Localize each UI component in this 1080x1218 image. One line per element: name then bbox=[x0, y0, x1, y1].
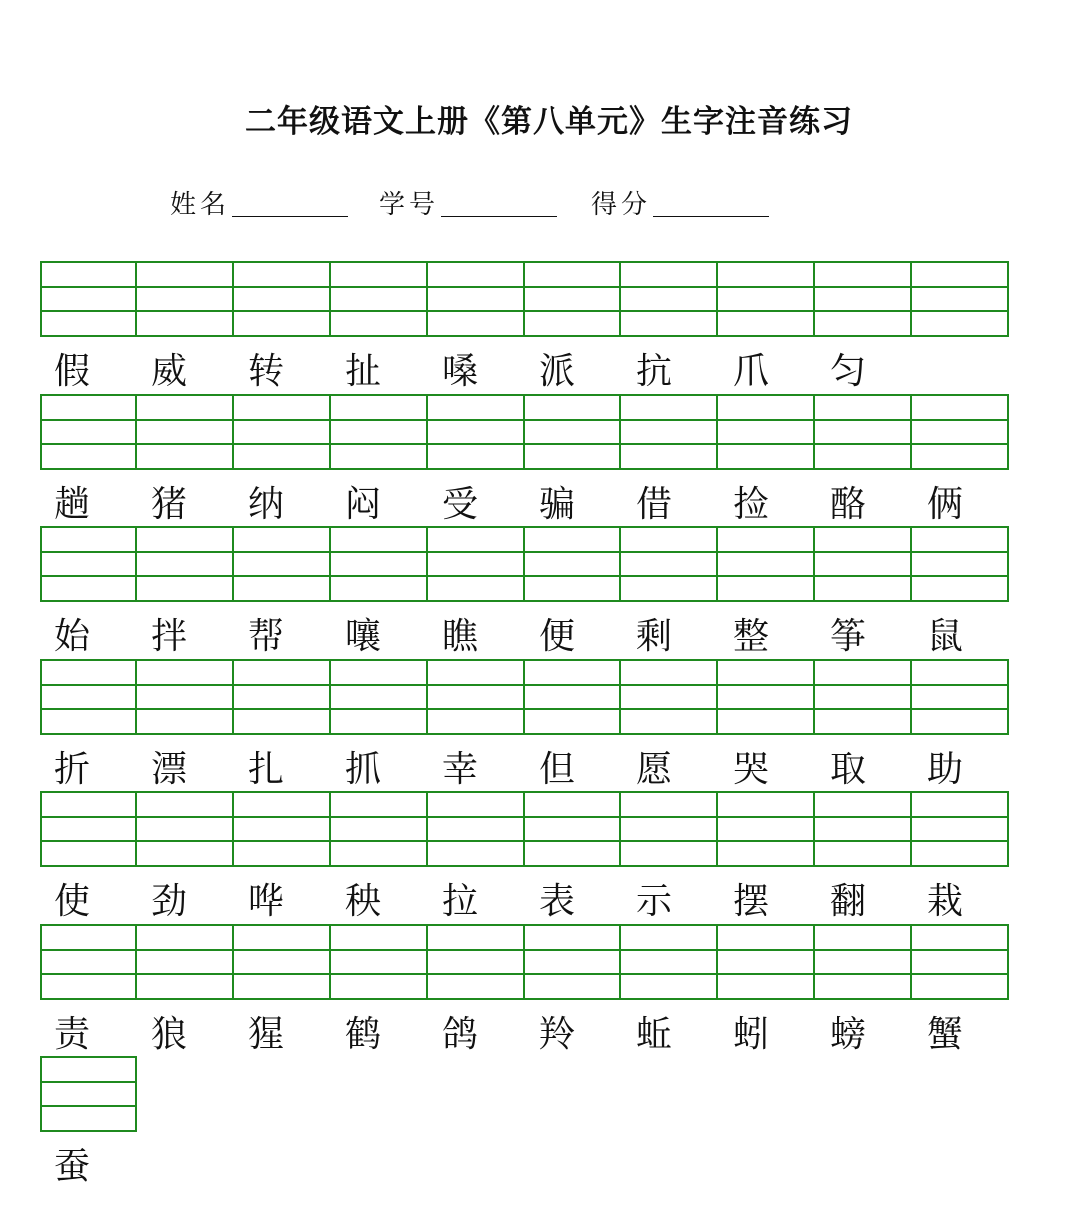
chinese-character: 便 bbox=[539, 616, 576, 657]
pinyin-cell[interactable] bbox=[912, 261, 1009, 337]
guide-line bbox=[815, 443, 910, 445]
pinyin-cell[interactable] bbox=[525, 394, 622, 470]
pinyin-cell[interactable] bbox=[718, 394, 815, 470]
guide-line bbox=[718, 973, 813, 975]
chinese-character: 劲 bbox=[151, 881, 188, 922]
guide-line bbox=[137, 840, 232, 842]
guide-line bbox=[331, 310, 426, 312]
guide-line bbox=[815, 286, 910, 288]
pinyin-cell[interactable] bbox=[40, 924, 137, 1000]
guide-line bbox=[137, 286, 232, 288]
guide-line bbox=[718, 286, 813, 288]
guide-line bbox=[428, 286, 523, 288]
guide-line bbox=[42, 1081, 135, 1083]
chinese-character: 瞧 bbox=[442, 616, 479, 657]
guide-line bbox=[137, 949, 232, 951]
chinese-character: 猩 bbox=[248, 1013, 285, 1055]
guide-line bbox=[42, 419, 135, 421]
chinese-character: 哗 bbox=[248, 881, 285, 922]
guide-line bbox=[718, 419, 813, 421]
guide-line bbox=[815, 840, 910, 842]
pinyin-cell[interactable] bbox=[912, 526, 1009, 602]
pinyin-cell[interactable] bbox=[137, 261, 234, 337]
guide-line bbox=[428, 575, 523, 577]
guide-line bbox=[525, 419, 620, 421]
guide-line bbox=[428, 310, 523, 312]
guide-line bbox=[912, 684, 1007, 686]
guide-line bbox=[718, 949, 813, 951]
guide-line bbox=[912, 575, 1007, 577]
guide-line bbox=[42, 816, 135, 818]
guide-line bbox=[525, 443, 620, 445]
guide-line bbox=[621, 419, 716, 421]
guide-line bbox=[718, 310, 813, 312]
pinyin-grid-row bbox=[40, 261, 1009, 337]
chinese-character: 拉 bbox=[442, 881, 479, 922]
guide-line bbox=[815, 708, 910, 710]
chinese-character: 责 bbox=[54, 1013, 91, 1055]
chinese-character: 爪 bbox=[733, 351, 770, 392]
chinese-character: 剩 bbox=[636, 616, 673, 657]
number-label: 学号 bbox=[379, 190, 440, 220]
guide-line bbox=[428, 443, 523, 445]
chinese-character: 但 bbox=[539, 748, 576, 790]
guide-line bbox=[815, 419, 910, 421]
pinyin-cell[interactable] bbox=[331, 394, 428, 470]
chinese-character: 帮 bbox=[248, 616, 285, 657]
guide-line bbox=[912, 551, 1007, 553]
character-row bbox=[40, 1006, 1030, 1056]
chinese-character: 栽 bbox=[927, 881, 964, 922]
guide-line bbox=[718, 551, 813, 553]
pinyin-cell[interactable] bbox=[815, 924, 912, 1000]
pinyin-cell[interactable] bbox=[815, 526, 912, 602]
chinese-character: 整 bbox=[733, 616, 770, 657]
guide-line bbox=[331, 684, 426, 686]
pinyin-cell[interactable] bbox=[331, 261, 428, 337]
guide-line bbox=[137, 443, 232, 445]
student-info bbox=[0, 184, 1080, 224]
guide-line bbox=[42, 973, 135, 975]
guide-line bbox=[912, 310, 1007, 312]
pinyin-cell[interactable] bbox=[621, 526, 718, 602]
guide-line bbox=[42, 286, 135, 288]
guide-line bbox=[815, 684, 910, 686]
chinese-character: 扎 bbox=[248, 748, 285, 790]
pinyin-cell[interactable] bbox=[40, 261, 137, 337]
pinyin-cell[interactable] bbox=[234, 791, 331, 867]
guide-line bbox=[137, 708, 232, 710]
guide-line bbox=[718, 708, 813, 710]
guide-line bbox=[621, 575, 716, 577]
guide-line bbox=[137, 310, 232, 312]
name-label: 姓名 bbox=[170, 190, 231, 220]
guide-line bbox=[525, 551, 620, 553]
guide-line bbox=[525, 840, 620, 842]
guide-line bbox=[42, 708, 135, 710]
guide-line bbox=[815, 816, 910, 818]
pinyin-cell[interactable] bbox=[137, 659, 234, 735]
chinese-character: 翻 bbox=[830, 881, 867, 922]
score-label: 得分 bbox=[591, 190, 652, 220]
guide-line bbox=[331, 443, 426, 445]
guide-line bbox=[718, 684, 813, 686]
guide-line bbox=[331, 708, 426, 710]
guide-line bbox=[42, 684, 135, 686]
chinese-character: 嚷 bbox=[345, 616, 382, 657]
guide-line bbox=[525, 575, 620, 577]
pinyin-cell[interactable] bbox=[718, 791, 815, 867]
pinyin-grid-row bbox=[40, 791, 1009, 867]
guide-line bbox=[912, 949, 1007, 951]
chinese-character: 使 bbox=[54, 881, 91, 922]
guide-line bbox=[428, 708, 523, 710]
pinyin-cell[interactable] bbox=[234, 394, 331, 470]
chinese-character: 秧 bbox=[345, 881, 382, 922]
chinese-character: 助 bbox=[927, 748, 964, 790]
pinyin-cell[interactable] bbox=[40, 394, 137, 470]
guide-line bbox=[234, 708, 329, 710]
pinyin-cell[interactable] bbox=[234, 261, 331, 337]
guide-line bbox=[137, 816, 232, 818]
guide-line bbox=[912, 816, 1007, 818]
guide-line bbox=[137, 419, 232, 421]
pinyin-cell[interactable] bbox=[621, 659, 718, 735]
guide-line bbox=[428, 816, 523, 818]
chinese-character: 漂 bbox=[151, 748, 188, 790]
chinese-character: 幸 bbox=[442, 748, 479, 790]
pinyin-cell[interactable] bbox=[234, 659, 331, 735]
guide-line bbox=[428, 949, 523, 951]
chinese-character: 骗 bbox=[539, 483, 576, 525]
chinese-character: 威 bbox=[151, 351, 188, 392]
guide-line bbox=[331, 286, 426, 288]
guide-line bbox=[525, 708, 620, 710]
pinyin-cell[interactable] bbox=[137, 394, 234, 470]
character-row bbox=[40, 608, 1030, 658]
guide-line bbox=[331, 575, 426, 577]
guide-line bbox=[815, 310, 910, 312]
chinese-character: 蚯 bbox=[636, 1013, 673, 1055]
pinyin-cell[interactable] bbox=[331, 924, 428, 1000]
pinyin-cell[interactable] bbox=[912, 659, 1009, 735]
chinese-character: 借 bbox=[636, 483, 673, 525]
chinese-character: 抓 bbox=[345, 748, 382, 790]
chinese-character: 扯 bbox=[345, 351, 382, 392]
chinese-character: 蚓 bbox=[733, 1013, 770, 1055]
guide-line bbox=[234, 419, 329, 421]
guide-line bbox=[525, 684, 620, 686]
character-row bbox=[40, 741, 1030, 791]
pinyin-cell[interactable] bbox=[525, 659, 622, 735]
guide-line bbox=[621, 286, 716, 288]
guide-line bbox=[428, 419, 523, 421]
chinese-character: 愿 bbox=[636, 748, 673, 790]
guide-line bbox=[234, 684, 329, 686]
pinyin-cell[interactable] bbox=[137, 924, 234, 1000]
guide-line bbox=[42, 840, 135, 842]
guide-line bbox=[815, 949, 910, 951]
pinyin-grid-row bbox=[40, 526, 1009, 602]
chinese-character: 羚 bbox=[539, 1013, 576, 1055]
guide-line bbox=[912, 973, 1007, 975]
guide-line bbox=[912, 286, 1007, 288]
guide-line bbox=[137, 551, 232, 553]
chinese-character: 蟹 bbox=[927, 1013, 964, 1055]
chinese-character: 嗓 bbox=[442, 351, 479, 392]
pinyin-cell[interactable] bbox=[234, 924, 331, 1000]
guide-line bbox=[525, 973, 620, 975]
chinese-character: 纳 bbox=[248, 483, 285, 525]
chinese-character: 猪 bbox=[151, 483, 188, 525]
guide-line bbox=[234, 443, 329, 445]
guide-line bbox=[331, 840, 426, 842]
chinese-character: 假 bbox=[54, 351, 91, 392]
pinyin-cell[interactable] bbox=[137, 526, 234, 602]
guide-line bbox=[331, 949, 426, 951]
pinyin-cell[interactable] bbox=[912, 924, 1009, 1000]
chinese-character: 蚕 bbox=[54, 1146, 91, 1187]
chinese-character: 螃 bbox=[830, 1013, 867, 1055]
guide-line bbox=[815, 575, 910, 577]
pinyin-cell[interactable] bbox=[331, 526, 428, 602]
guide-line bbox=[525, 816, 620, 818]
guide-line bbox=[137, 973, 232, 975]
pinyin-cell[interactable] bbox=[40, 791, 137, 867]
pinyin-cell[interactable] bbox=[525, 791, 622, 867]
guide-line bbox=[42, 1105, 135, 1107]
guide-line bbox=[137, 684, 232, 686]
guide-line bbox=[912, 708, 1007, 710]
pinyin-cell[interactable] bbox=[428, 394, 525, 470]
pinyin-cell[interactable] bbox=[234, 526, 331, 602]
pinyin-cell[interactable] bbox=[331, 791, 428, 867]
pinyin-cell[interactable] bbox=[718, 526, 815, 602]
pinyin-cell[interactable] bbox=[815, 791, 912, 867]
character-row bbox=[40, 1138, 1030, 1188]
guide-line bbox=[621, 443, 716, 445]
name-blank[interactable] bbox=[232, 216, 348, 217]
pinyin-cell[interactable] bbox=[815, 659, 912, 735]
guide-line bbox=[331, 816, 426, 818]
chinese-character: 酪 bbox=[830, 483, 867, 525]
guide-line bbox=[428, 684, 523, 686]
guide-line bbox=[621, 684, 716, 686]
chinese-character: 鸽 bbox=[442, 1013, 479, 1055]
character-row bbox=[40, 873, 1030, 923]
guide-line bbox=[234, 840, 329, 842]
character-row bbox=[40, 476, 1030, 526]
chinese-character: 取 bbox=[830, 748, 867, 790]
guide-line bbox=[621, 973, 716, 975]
pinyin-cell[interactable] bbox=[331, 659, 428, 735]
guide-line bbox=[621, 708, 716, 710]
guide-line bbox=[525, 949, 620, 951]
score-blank[interactable] bbox=[653, 216, 769, 217]
guide-line bbox=[718, 840, 813, 842]
guide-line bbox=[331, 551, 426, 553]
chinese-character: 抗 bbox=[636, 351, 673, 392]
guide-line bbox=[234, 551, 329, 553]
pinyin-cell[interactable] bbox=[621, 924, 718, 1000]
chinese-character: 趟 bbox=[54, 483, 91, 525]
chinese-character: 示 bbox=[636, 881, 673, 922]
pinyin-cell[interactable] bbox=[815, 261, 912, 337]
chinese-character: 筝 bbox=[830, 616, 867, 657]
guide-line bbox=[912, 840, 1007, 842]
pinyin-cell[interactable] bbox=[718, 659, 815, 735]
guide-line bbox=[234, 286, 329, 288]
chinese-character: 拌 bbox=[151, 616, 188, 657]
pinyin-grid-row bbox=[40, 659, 1009, 735]
guide-line bbox=[815, 973, 910, 975]
chinese-character: 摆 bbox=[733, 881, 770, 922]
guide-line bbox=[428, 973, 523, 975]
pinyin-cell[interactable] bbox=[912, 394, 1009, 470]
pinyin-cell[interactable] bbox=[525, 261, 622, 337]
guide-line bbox=[912, 419, 1007, 421]
pinyin-grid-row bbox=[40, 924, 1009, 1000]
guide-line bbox=[621, 551, 716, 553]
guide-line bbox=[42, 949, 135, 951]
chinese-character: 鹤 bbox=[345, 1013, 382, 1055]
pinyin-cell[interactable] bbox=[40, 526, 137, 602]
number-blank[interactable] bbox=[441, 216, 557, 217]
guide-line bbox=[428, 551, 523, 553]
pinyin-cell[interactable] bbox=[718, 924, 815, 1000]
chinese-character: 派 bbox=[539, 351, 576, 392]
guide-line bbox=[331, 973, 426, 975]
chinese-character: 哭 bbox=[733, 748, 770, 790]
guide-line bbox=[621, 949, 716, 951]
pinyin-cell[interactable] bbox=[428, 791, 525, 867]
pinyin-cell[interactable] bbox=[40, 1056, 137, 1132]
guide-line bbox=[621, 816, 716, 818]
guide-line bbox=[718, 816, 813, 818]
guide-line bbox=[234, 575, 329, 577]
guide-line bbox=[331, 419, 426, 421]
chinese-character: 捡 bbox=[733, 483, 770, 525]
chinese-character: 闷 bbox=[345, 483, 382, 525]
chinese-character: 鼠 bbox=[927, 616, 964, 657]
pinyin-cell[interactable] bbox=[428, 924, 525, 1000]
pinyin-cell[interactable] bbox=[137, 791, 234, 867]
chinese-character: 匀 bbox=[830, 351, 867, 392]
chinese-character: 转 bbox=[248, 351, 285, 392]
pinyin-cell[interactable] bbox=[718, 261, 815, 337]
guide-line bbox=[718, 443, 813, 445]
guide-line bbox=[137, 575, 232, 577]
guide-line bbox=[234, 310, 329, 312]
guide-line bbox=[234, 949, 329, 951]
guide-line bbox=[42, 551, 135, 553]
chinese-character: 始 bbox=[54, 616, 91, 657]
pinyin-cell[interactable] bbox=[621, 791, 718, 867]
pinyin-cell[interactable] bbox=[428, 526, 525, 602]
guide-line bbox=[42, 575, 135, 577]
pinyin-cell[interactable] bbox=[621, 261, 718, 337]
guide-line bbox=[815, 551, 910, 553]
guide-line bbox=[525, 310, 620, 312]
pinyin-cell[interactable] bbox=[525, 526, 622, 602]
pinyin-cell[interactable] bbox=[40, 659, 137, 735]
guide-line bbox=[621, 310, 716, 312]
pinyin-grid-row bbox=[40, 394, 1009, 470]
pinyin-cell[interactable] bbox=[815, 394, 912, 470]
guide-line bbox=[912, 443, 1007, 445]
pinyin-cell[interactable] bbox=[621, 394, 718, 470]
chinese-character: 狼 bbox=[151, 1013, 188, 1055]
guide-line bbox=[234, 973, 329, 975]
guide-line bbox=[428, 840, 523, 842]
character-row bbox=[40, 343, 1030, 393]
pinyin-cell[interactable] bbox=[912, 791, 1009, 867]
chinese-character: 表 bbox=[539, 881, 576, 922]
guide-line bbox=[621, 840, 716, 842]
guide-line bbox=[42, 443, 135, 445]
pinyin-cell[interactable] bbox=[525, 924, 622, 1000]
pinyin-cell[interactable] bbox=[428, 659, 525, 735]
guide-line bbox=[525, 286, 620, 288]
page-title: 二年级语文上册《第八单元》生字注音练习 bbox=[245, 104, 853, 140]
chinese-character: 受 bbox=[442, 483, 479, 525]
pinyin-cell[interactable] bbox=[428, 261, 525, 337]
guide-line bbox=[42, 310, 135, 312]
chinese-character: 俩 bbox=[927, 483, 964, 525]
chinese-character: 折 bbox=[54, 748, 91, 790]
guide-line bbox=[718, 575, 813, 577]
pinyin-grid-row bbox=[40, 1056, 139, 1132]
guide-line bbox=[234, 816, 329, 818]
